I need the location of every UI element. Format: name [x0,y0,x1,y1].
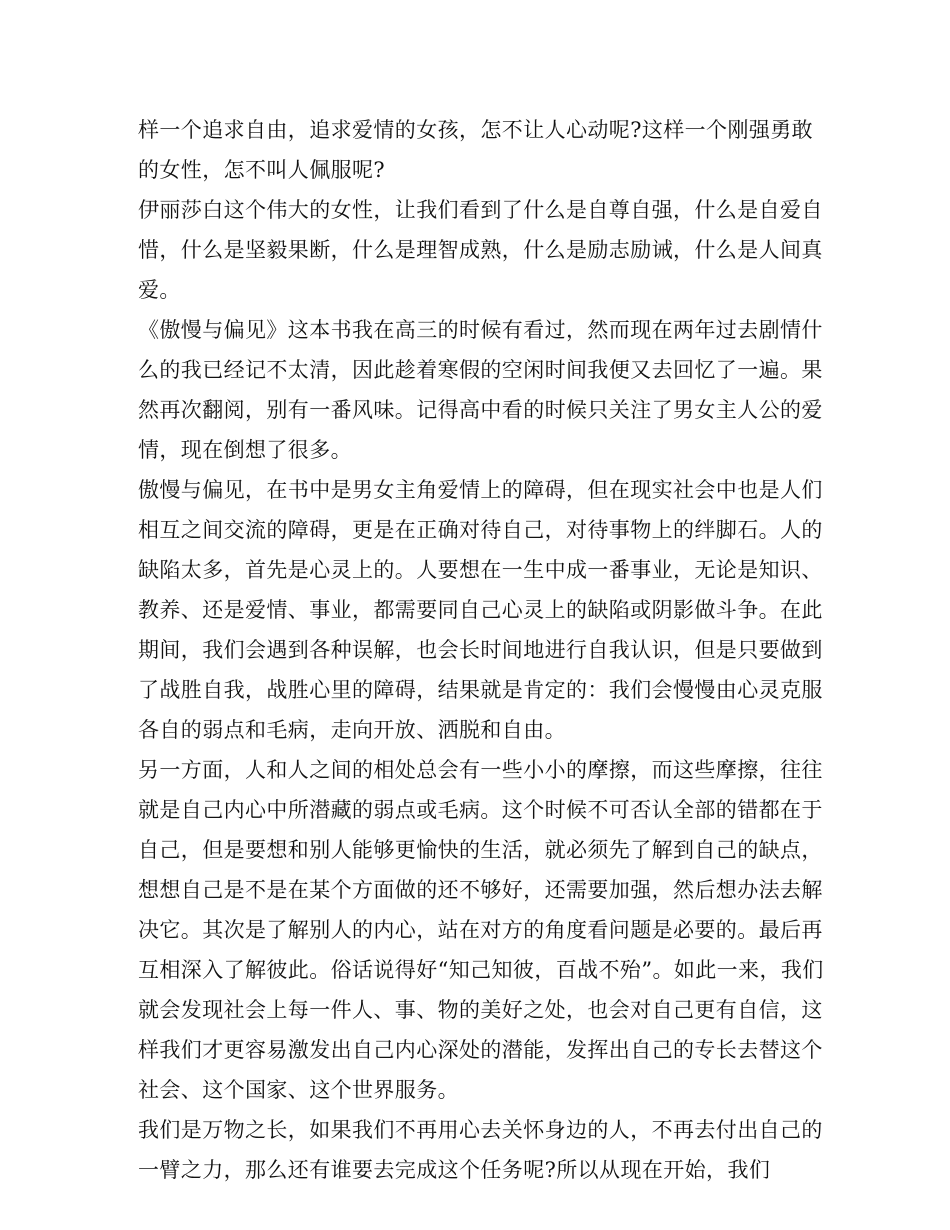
paragraph-5: 另一方面，人和人之间的相处总会有一些小小的摩擦，而这些摩擦，往往就是自己内心中所潜藏的弱点或毛病。这个时候不可否认全部的错都在于自己，但是要想和别人能够更愉快的生活，就必须先了解到自己的缺点，想想自己是不是在某个方面做的还不够好，还需要加强，然后想办法去解决它。其次是了解别人的内心，站在对方的角度看问题是必要的。最后再互相深入了解彼此。俗话说得好“知己知彼，百战不殆”。如此一来，我们就会发现社会上每一件人、事、物的美好之处，也会对自己更有自信，这样我们才更容易激发出自己内心深处的潜能，发挥出自己的专长去替这个社会、这个国家、这个世界服务。 [138,758,824,1102]
paragraph-6: 我们是万物之长，如果我们不再用心去关怀身边的人，不再去付出自己的一臂之力，那么还有谁要去完成这个任务呢?所以从现在开始，我们 [138,1118,823,1182]
paragraph-1: 样一个追求自由，追求爱情的女孩，怎不让人心动呢?这样一个刚强勇敢的女性，怎不叫人佩服呢? [138,118,814,182]
paragraph-2: 伊丽莎白这个伟大的女性，让我们看到了什么是自尊自强，什么是自爱自惜，什么是坚毅果断，什么是理智成熟，什么是励志励诫，什么是人间真爱。 [138,198,823,302]
document-body [138,110,828,1190]
paragraph-4: 傲慢与偏见，在书中是男女主角爱情上的障碍，但在现实社会中也是人们相互之间交流的障碍，更是在正确对待自己，对待事物上的绊脚石。人的缺陷太多，首先是心灵上的。人要想在一生中成一番事业，无论是知识、教养、还是爱情、事业，都需要同自己心灵上的缺陷或阴影做斗争。在此期间，我们会遇到各种误解，也会长时间地进行自我认识，但是只要做到了战胜自我，战胜心里的障碍，结果就是肯定的：我们会慢慢由心灵克服各自的弱点和毛病，走向开放、洒脱和自由。 [138,478,823,742]
paragraph-3: 《傲慢与偏见》这本书我在高三的时候有看过，然而现在两年过去剧情什么的我已经记不太清，因此趁着寒假的空闲时间我便又去回忆了一遍。果然再次翻阅，别有一番风味。记得高中看的时候只关注了男女主人公的爱情，现在倒想了很多。 [138,318,823,462]
